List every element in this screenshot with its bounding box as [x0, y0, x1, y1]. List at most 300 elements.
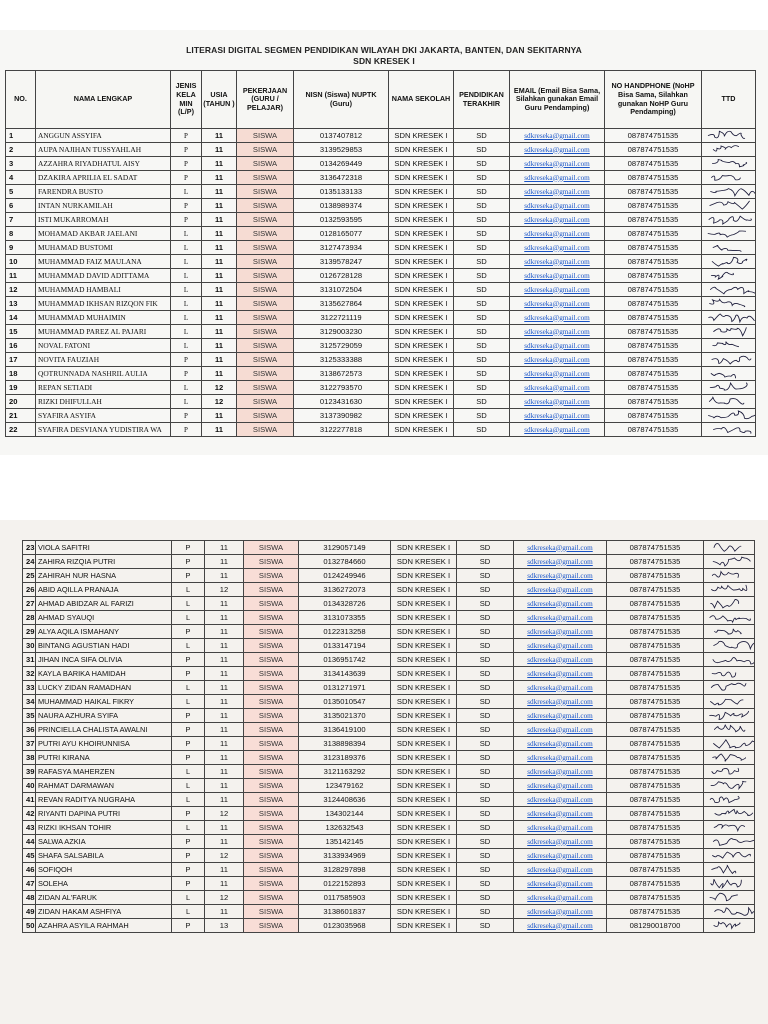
- signature-stroke: [714, 725, 745, 732]
- jenis-kelamin-cell: L: [172, 765, 205, 779]
- row-number: 39: [23, 765, 36, 779]
- handwritten-signature: [702, 353, 755, 366]
- jenis-kelamin-cell: L: [171, 185, 202, 199]
- jenis-kelamin-cell: P: [172, 625, 205, 639]
- nisn-cell: 0132784660: [299, 555, 391, 569]
- pendidikan-cell: SD: [454, 241, 510, 255]
- email-link[interactable]: sdkreseka@gmail.com: [514, 807, 607, 821]
- nisn-cell: 3133934969: [299, 849, 391, 863]
- email-link[interactable]: sdkreseka@gmail.com: [510, 171, 605, 185]
- usia-cell: 11: [202, 255, 237, 269]
- ttd-signature-cell: [702, 171, 756, 185]
- handwritten-signature: [704, 723, 754, 736]
- ttd-signature-cell: [704, 905, 755, 919]
- table-row: [6, 157, 756, 171]
- signature-stroke: [714, 641, 754, 649]
- handwritten-signature: [704, 555, 754, 568]
- row-number: 48: [23, 891, 36, 905]
- email-link[interactable]: sdkreseka@gmail.com: [510, 311, 605, 325]
- email-link[interactable]: sdkreseka@gmail.com: [510, 381, 605, 395]
- ttd-signature-cell: [704, 863, 755, 877]
- email-link[interactable]: sdkreseka@gmail.com: [510, 283, 605, 297]
- nama-sekolah-cell: SDN KRESEK I: [391, 597, 457, 611]
- pekerjaan-cell: SISWA: [244, 695, 299, 709]
- email-link[interactable]: sdkreseka@gmail.com: [510, 157, 605, 171]
- signature-stroke: [709, 397, 744, 404]
- pendidikan-cell: SD: [457, 779, 514, 793]
- table-row: [23, 807, 755, 821]
- signature-stroke: [711, 189, 755, 196]
- email-link[interactable]: sdkreseka@gmail.com: [510, 213, 605, 227]
- pekerjaan-cell: SISWA: [237, 423, 294, 437]
- pekerjaan-cell: SISWA: [244, 905, 299, 919]
- jenis-kelamin-cell: P: [171, 143, 202, 157]
- handwritten-signature: [702, 129, 755, 142]
- ttd-signature-cell: [704, 639, 755, 653]
- usia-cell: 12: [205, 583, 244, 597]
- pekerjaan-cell: SISWA: [237, 339, 294, 353]
- table-row: [23, 835, 755, 849]
- row-number: 3: [6, 157, 36, 171]
- no-handphone-cell: 087874751535: [605, 283, 702, 297]
- row-number: 43: [23, 821, 36, 835]
- no-handphone-cell: 087874751535: [607, 751, 704, 765]
- signature-stroke: [710, 796, 739, 802]
- pekerjaan-cell: SISWA: [244, 821, 299, 835]
- nama-sekolah-cell: SDN KRESEK I: [391, 849, 457, 863]
- email-link[interactable]: sdkreseka@gmail.com: [510, 423, 605, 437]
- no-handphone-cell: 087874751535: [607, 639, 704, 653]
- handwritten-signature: [704, 905, 754, 918]
- handwritten-signature: [702, 255, 755, 268]
- email-link[interactable]: sdkreseka@gmail.com: [510, 185, 605, 199]
- jenis-kelamin-cell: L: [172, 793, 205, 807]
- ttd-signature-cell: [704, 709, 755, 723]
- signature-stroke: [714, 825, 744, 831]
- ttd-signature-cell: [704, 611, 755, 625]
- email-link[interactable]: sdkreseka@gmail.com: [510, 143, 605, 157]
- jenis-kelamin-cell: L: [172, 779, 205, 793]
- ttd-signature-cell: [702, 129, 756, 143]
- handwritten-signature: [704, 583, 754, 596]
- row-number: 30: [23, 639, 36, 653]
- jenis-kelamin-cell: L: [171, 297, 202, 311]
- email-link[interactable]: sdkreseka@gmail.com: [510, 269, 605, 283]
- email-link[interactable]: sdkreseka@gmail.com: [510, 227, 605, 241]
- no-handphone-cell: 087874751535: [607, 541, 704, 555]
- pendidikan-cell: SD: [457, 625, 514, 639]
- nama-lengkap-cell: PRINCIELLA CHALISTA AWALNI: [36, 723, 172, 737]
- email-link[interactable]: sdkreseka@gmail.com: [510, 325, 605, 339]
- row-number: 42: [23, 807, 36, 821]
- ttd-signature-cell: [704, 877, 755, 891]
- handwritten-signature: [704, 835, 754, 848]
- nisn-cell: 3138601837: [299, 905, 391, 919]
- row-number: 15: [6, 325, 36, 339]
- ttd-signature-cell: [704, 737, 755, 751]
- nisn-cell: 0134328726: [299, 597, 391, 611]
- pendidikan-cell: SD: [454, 171, 510, 185]
- email-link[interactable]: sdkreseka@gmail.com: [514, 667, 607, 681]
- header-usia: USIA (TAHUN ): [202, 71, 237, 129]
- pendidikan-cell: SD: [457, 695, 514, 709]
- pekerjaan-cell: SISWA: [237, 171, 294, 185]
- no-handphone-cell: 087874751535: [607, 653, 704, 667]
- ttd-signature-cell: [702, 241, 756, 255]
- row-number: 8: [6, 227, 36, 241]
- pekerjaan-cell: SISWA: [244, 765, 299, 779]
- email-link[interactable]: sdkreseka@gmail.com: [514, 597, 607, 611]
- nisn-cell: 0122313258: [299, 625, 391, 639]
- pekerjaan-cell: SISWA: [244, 625, 299, 639]
- nama-sekolah-cell: SDN KRESEK I: [391, 611, 457, 625]
- nisn-cell: 0123431630: [294, 395, 389, 409]
- email-link[interactable]: sdkreseka@gmail.com: [514, 709, 607, 723]
- pendidikan-cell: SD: [457, 919, 514, 933]
- handwritten-signature: [704, 611, 754, 624]
- nisn-cell: 3131072504: [294, 283, 389, 297]
- signature-stroke: [714, 328, 747, 336]
- pendidikan-cell: SD: [454, 213, 510, 227]
- signature-stroke: [709, 216, 751, 224]
- jenis-kelamin-cell: P: [172, 709, 205, 723]
- usia-cell: 11: [205, 555, 244, 569]
- ttd-signature-cell: [704, 835, 755, 849]
- no-handphone-cell: 087874751535: [607, 667, 704, 681]
- no-handphone-cell: 087874751535: [607, 569, 704, 583]
- pekerjaan-cell: SISWA: [244, 667, 299, 681]
- email-link[interactable]: sdkreseka@gmail.com: [514, 891, 607, 905]
- nisn-cell: 3138672573: [294, 367, 389, 381]
- email-link[interactable]: sdkreseka@gmail.com: [510, 409, 605, 423]
- signature-stroke: [715, 629, 742, 634]
- jenis-kelamin-cell: P: [171, 423, 202, 437]
- table-row: [23, 723, 755, 737]
- email-link[interactable]: sdkreseka@gmail.com: [510, 129, 605, 143]
- row-number: 26: [23, 583, 36, 597]
- email-link[interactable]: sdkreseka@gmail.com: [510, 353, 605, 367]
- email-link[interactable]: sdkreseka@gmail.com: [514, 863, 607, 877]
- pendidikan-cell: SD: [454, 157, 510, 171]
- ttd-signature-cell: [704, 667, 755, 681]
- nama-sekolah-cell: SDN KRESEK I: [389, 269, 454, 283]
- ttd-signature-cell: [704, 583, 755, 597]
- row-number: 29: [23, 625, 36, 639]
- signature-stroke: [713, 557, 750, 566]
- signature-stroke: [710, 299, 745, 306]
- no-handphone-cell: 087874751535: [605, 311, 702, 325]
- email-link[interactable]: sdkreseka@gmail.com: [514, 611, 607, 625]
- jenis-kelamin-cell: P: [172, 737, 205, 751]
- nama-sekolah-cell: SDN KRESEK I: [391, 695, 457, 709]
- email-link[interactable]: sdkreseka@gmail.com: [514, 779, 607, 793]
- nama-sekolah-cell: SDN KRESEK I: [389, 297, 454, 311]
- pekerjaan-cell: SISWA: [237, 283, 294, 297]
- email-link[interactable]: sdkreseka@gmail.com: [510, 395, 605, 409]
- pendidikan-cell: SD: [454, 269, 510, 283]
- row-number: 1: [6, 129, 36, 143]
- pendidikan-cell: SD: [457, 751, 514, 765]
- email-link[interactable]: sdkreseka@gmail.com: [514, 625, 607, 639]
- email-link[interactable]: sdkreseka@gmail.com: [514, 583, 607, 597]
- pekerjaan-cell: SISWA: [237, 367, 294, 381]
- no-handphone-cell: 087874751535: [605, 423, 702, 437]
- jenis-kelamin-cell: P: [172, 877, 205, 891]
- row-number: 19: [6, 381, 36, 395]
- email-link[interactable]: sdkreseka@gmail.com: [514, 541, 607, 555]
- ttd-signature-cell: [704, 849, 755, 863]
- jenis-kelamin-cell: L: [172, 821, 205, 835]
- row-number: 40: [23, 779, 36, 793]
- ttd-signature-cell: [702, 255, 756, 269]
- pekerjaan-cell: SISWA: [237, 325, 294, 339]
- nama-sekolah-cell: SDN KRESEK I: [391, 569, 457, 583]
- pekerjaan-cell: SISWA: [237, 241, 294, 255]
- nisn-cell: 0136951742: [299, 653, 391, 667]
- usia-cell: 12: [205, 891, 244, 905]
- nisn-cell: 0135133133: [294, 185, 389, 199]
- email-link[interactable]: sdkreseka@gmail.com: [514, 737, 607, 751]
- signature-stroke: [710, 616, 751, 622]
- pekerjaan-cell: SISWA: [244, 611, 299, 625]
- nama-lengkap-cell: REVAN RADITYA NUGRAHA: [36, 793, 172, 807]
- pekerjaan-cell: SISWA: [237, 269, 294, 283]
- nama-sekolah-cell: SDN KRESEK I: [389, 353, 454, 367]
- no-handphone-cell: 087874751535: [607, 723, 704, 737]
- nama-sekolah-cell: SDN KRESEK I: [391, 891, 457, 905]
- nama-sekolah-cell: SDN KRESEK I: [389, 255, 454, 269]
- signature-stroke: [712, 176, 741, 181]
- ttd-signature-cell: [704, 625, 755, 639]
- table-row: [23, 681, 755, 695]
- table-row: [6, 199, 756, 213]
- table-row: [23, 695, 755, 709]
- pendidikan-cell: SD: [457, 681, 514, 695]
- handwritten-signature: [702, 283, 755, 296]
- handwritten-signature: [702, 227, 755, 240]
- email-link[interactable]: sdkreseka@gmail.com: [510, 367, 605, 381]
- no-handphone-cell: 087874751535: [607, 863, 704, 877]
- signature-stroke: [712, 572, 738, 578]
- nama-sekolah-cell: SDN KRESEK I: [389, 143, 454, 157]
- row-number: 21: [6, 409, 36, 423]
- nama-lengkap-cell: SOFIQOH: [36, 863, 172, 877]
- usia-cell: 11: [205, 863, 244, 877]
- nisn-cell: 0131271971: [299, 681, 391, 695]
- handwritten-signature: [702, 423, 755, 436]
- jenis-kelamin-cell: L: [171, 311, 202, 325]
- nama-lengkap-cell: AZZAHRA RIYADHATUL AISY: [36, 157, 171, 171]
- nama-lengkap-cell: RAFASYA MAHERZEN: [36, 765, 172, 779]
- row-number: 17: [6, 353, 36, 367]
- nisn-cell: 0122152893: [299, 877, 391, 891]
- handwritten-signature: [704, 667, 754, 680]
- handwritten-signature: [704, 779, 754, 792]
- usia-cell: 11: [205, 681, 244, 695]
- email-link[interactable]: sdkreseka@gmail.com: [514, 877, 607, 891]
- pekerjaan-cell: SISWA: [244, 597, 299, 611]
- table-row: [23, 877, 755, 891]
- email-link[interactable]: sdkreseka@gmail.com: [514, 681, 607, 695]
- jenis-kelamin-cell: P: [171, 409, 202, 423]
- no-handphone-cell: 087874751535: [607, 681, 704, 695]
- table-row: [23, 793, 755, 807]
- signature-stroke: [710, 383, 747, 390]
- email-link[interactable]: sdkreseka@gmail.com: [510, 255, 605, 269]
- jenis-kelamin-cell: P: [172, 751, 205, 765]
- no-handphone-cell: 087874751535: [607, 555, 704, 569]
- email-link[interactable]: sdkreseka@gmail.com: [510, 297, 605, 311]
- email-link[interactable]: sdkreseka@gmail.com: [514, 765, 607, 779]
- nisn-cell: 3136472318: [294, 171, 389, 185]
- row-number: 36: [23, 723, 36, 737]
- nama-lengkap-cell: AHMAD SYAUQI: [36, 611, 172, 625]
- nisn-cell: 0126728128: [294, 269, 389, 283]
- usia-cell: 12: [202, 381, 237, 395]
- email-link[interactable]: sdkreseka@gmail.com: [510, 339, 605, 353]
- school-subtitle: SDN KRESEK I: [353, 56, 415, 66]
- row-number: 10: [6, 255, 36, 269]
- nama-lengkap-cell: QOTRUNNADA NASHRIL AULIA: [36, 367, 171, 381]
- nisn-cell: 123479162: [299, 779, 391, 793]
- signature-stroke: [713, 427, 750, 433]
- no-handphone-cell: 087874751535: [605, 297, 702, 311]
- email-link[interactable]: sdkreseka@gmail.com: [514, 793, 607, 807]
- pendidikan-cell: SD: [457, 737, 514, 751]
- ttd-signature-cell: [704, 891, 755, 905]
- pendidikan-cell: SD: [454, 129, 510, 143]
- row-number: 9: [6, 241, 36, 255]
- row-number: 25: [23, 569, 36, 583]
- handwritten-signature: [702, 367, 755, 380]
- ttd-signature-cell: [702, 325, 756, 339]
- email-link[interactable]: sdkreseka@gmail.com: [514, 835, 607, 849]
- pekerjaan-cell: SISWA: [244, 835, 299, 849]
- email-link[interactable]: sdkreseka@gmail.com: [514, 821, 607, 835]
- pendidikan-cell: SD: [454, 367, 510, 381]
- usia-cell: 11: [202, 269, 237, 283]
- jenis-kelamin-cell: P: [172, 919, 205, 933]
- nisn-cell: 3136272073: [299, 583, 391, 597]
- email-link[interactable]: sdkreseka@gmail.com: [514, 849, 607, 863]
- nisn-cell: 3124408636: [299, 793, 391, 807]
- no-handphone-cell: 087874751535: [605, 255, 702, 269]
- usia-cell: 11: [205, 611, 244, 625]
- table-row: [23, 891, 755, 905]
- nama-lengkap-cell: RIZKI DHIFULLAH: [36, 395, 171, 409]
- nisn-cell: 3122721119: [294, 311, 389, 325]
- signature-stroke: [712, 356, 751, 364]
- ttd-signature-cell: [704, 751, 755, 765]
- email-link[interactable]: sdkreseka@gmail.com: [514, 555, 607, 569]
- pekerjaan-cell: SISWA: [244, 779, 299, 793]
- nama-lengkap-cell: MUHAMMAD HAIKAL FIKRY: [36, 695, 172, 709]
- nisn-cell: 135142145: [299, 835, 391, 849]
- usia-cell: 11: [205, 639, 244, 653]
- usia-cell: 11: [202, 171, 237, 185]
- nama-sekolah-cell: SDN KRESEK I: [391, 863, 457, 877]
- email-link[interactable]: sdkreseka@gmail.com: [514, 751, 607, 765]
- email-link[interactable]: sdkreseka@gmail.com: [514, 695, 607, 709]
- nama-lengkap-cell: KAYLA BARIKA HAMIDAH: [36, 667, 172, 681]
- jenis-kelamin-cell: L: [172, 639, 205, 653]
- table-row: [23, 597, 755, 611]
- handwritten-signature: [702, 311, 755, 324]
- nama-sekolah-cell: SDN KRESEK I: [391, 779, 457, 793]
- usia-cell: 11: [205, 625, 244, 639]
- no-handphone-cell: 087874751535: [605, 367, 702, 381]
- pekerjaan-cell: SISWA: [244, 541, 299, 555]
- handwritten-signature: [702, 325, 755, 338]
- nisn-cell: 0133147194: [299, 639, 391, 653]
- nama-lengkap-cell: BINTANG AGUSTIAN HADI: [36, 639, 172, 653]
- handwritten-signature: [702, 199, 755, 212]
- nama-lengkap-cell: SOLEHA: [36, 877, 172, 891]
- table-row: [23, 625, 755, 639]
- nisn-cell: 0134269449: [294, 157, 389, 171]
- nama-lengkap-cell: MUHAMMAD FAIZ MAULANA: [36, 255, 171, 269]
- signature-stroke: [710, 287, 755, 294]
- table-row: [6, 227, 756, 241]
- ttd-signature-cell: [702, 423, 756, 437]
- table-header-row: [6, 71, 756, 129]
- nama-lengkap-cell: SALWA AZKIA: [36, 835, 172, 849]
- signature-stroke: [713, 342, 739, 347]
- nama-sekolah-cell: SDN KRESEK I: [389, 423, 454, 437]
- table-row: [23, 919, 755, 933]
- jenis-kelamin-cell: L: [171, 283, 202, 297]
- email-link[interactable]: sdkreseka@gmail.com: [514, 723, 607, 737]
- nama-sekolah-cell: SDN KRESEK I: [389, 325, 454, 339]
- email-link[interactable]: sdkreseka@gmail.com: [510, 199, 605, 213]
- email-link[interactable]: sdkreseka@gmail.com: [510, 241, 605, 255]
- signature-stroke: [712, 768, 739, 774]
- nama-sekolah-cell: SDN KRESEK I: [391, 835, 457, 849]
- handwritten-signature: [704, 863, 754, 876]
- nama-sekolah-cell: SDN KRESEK I: [389, 227, 454, 241]
- pekerjaan-cell: SISWA: [237, 297, 294, 311]
- nama-lengkap-cell: SYAFIRA ASYIFA: [36, 409, 171, 423]
- signature-stroke: [712, 160, 746, 167]
- pekerjaan-cell: SISWA: [237, 157, 294, 171]
- table-row: [23, 765, 755, 779]
- email-link[interactable]: sdkreseka@gmail.com: [514, 905, 607, 919]
- no-handphone-cell: 087874751535: [607, 765, 704, 779]
- signature-stroke: [714, 922, 740, 928]
- header-no: NO.: [6, 71, 36, 129]
- nama-lengkap-cell: VIOLA SAFITRI: [36, 541, 172, 555]
- email-link[interactable]: sdkreseka@gmail.com: [514, 919, 607, 933]
- nama-lengkap-cell: SHAFA SALSABILA: [36, 849, 172, 863]
- email-link[interactable]: sdkreseka@gmail.com: [514, 569, 607, 583]
- nisn-cell: 0128165077: [294, 227, 389, 241]
- no-handphone-cell: 087874751535: [607, 891, 704, 905]
- email-link[interactable]: sdkreseka@gmail.com: [514, 639, 607, 653]
- handwritten-signature: [704, 919, 754, 932]
- signature-stroke: [714, 739, 754, 748]
- nisn-cell: 0124249946: [299, 569, 391, 583]
- handwritten-signature: [704, 877, 754, 890]
- pekerjaan-cell: SISWA: [244, 877, 299, 891]
- handwritten-signature: [702, 381, 755, 394]
- handwritten-signature: [702, 171, 755, 184]
- nama-lengkap-cell: DZAKIRA APRILIA EL SADAT: [36, 171, 171, 185]
- email-link[interactable]: sdkreseka@gmail.com: [514, 653, 607, 667]
- pendidikan-cell: SD: [454, 311, 510, 325]
- pekerjaan-cell: SISWA: [244, 807, 299, 821]
- nisn-cell: 3139578247: [294, 255, 389, 269]
- pendidikan-cell: SD: [454, 185, 510, 199]
